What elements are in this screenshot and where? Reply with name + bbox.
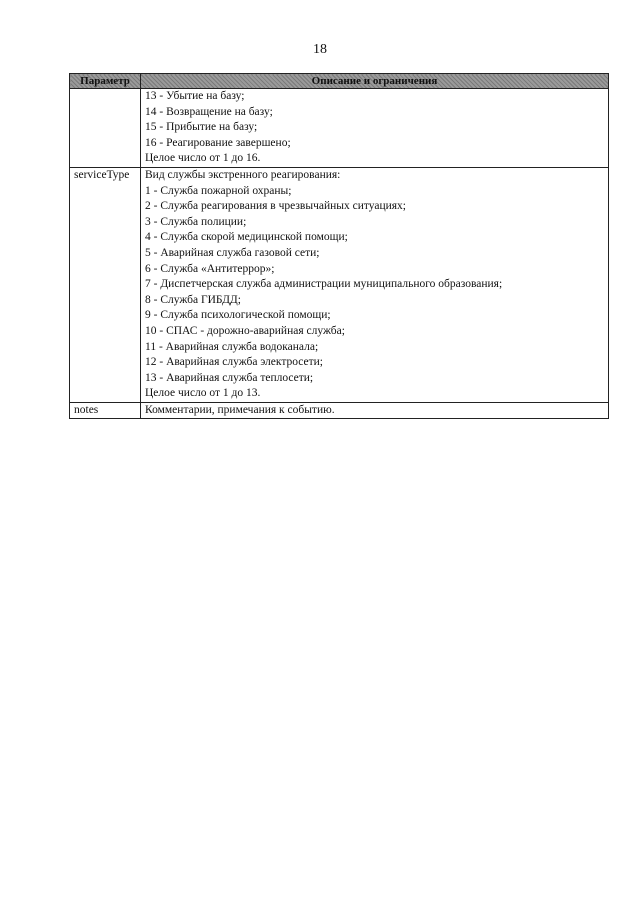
table-row — [70, 89, 609, 168]
page-number: 18 — [313, 42, 327, 57]
description-line: 4 - Служба скорой медицинской помощи; — [145, 231, 348, 244]
description-line: 9 - Служба психологической помощи; — [145, 309, 331, 322]
param-cell: notes — [70, 402, 141, 419]
description-cell — [141, 89, 609, 168]
description-line: 3 - Служба полиции; — [145, 215, 247, 228]
description-line: 13 - Убытие на базу; — [145, 90, 245, 102]
description-line: Вид службы экстренного реагирования: — [145, 168, 341, 181]
param-cell: serviceType — [70, 167, 141, 402]
header-description: Описание и ограничения — [141, 74, 609, 89]
description-line: Целое число от 1 до 16. — [145, 152, 261, 165]
table-header-row — [70, 74, 609, 89]
description-line: Комментарии, примечания к событию. — [145, 403, 335, 416]
description-line: 11 - Аварийная служба водоканала; — [145, 340, 319, 353]
parameters-table — [69, 73, 609, 419]
description-line: 6 - Служба «Антитеррор»; — [145, 262, 275, 275]
description-line: 15 - Прибытие на базу; — [145, 121, 258, 134]
description-cell — [141, 167, 609, 402]
table-row — [70, 167, 609, 402]
table-row — [70, 402, 609, 419]
description-line: 5 - Аварийная служба газовой сети; — [145, 246, 320, 259]
description-cell — [141, 402, 609, 419]
description-line: 14 - Возвращение на базу; — [145, 105, 273, 118]
description-line: 2 - Служба реагирования в чрезвычайных ситуациях; — [145, 200, 406, 213]
description-line: 1 - Служба пожарной охраны; — [145, 184, 292, 197]
description-line: 8 - Служба ГИБДД; — [145, 293, 241, 306]
description-line: 13 - Аварийная служба теплосети; — [145, 371, 314, 384]
description-line: 12 - Аварийная служба электросети; — [145, 356, 323, 369]
description-line: 7 - Диспетчерская служба администрации муниципального образования; — [145, 278, 503, 291]
description-line: Целое число от 1 до 13. — [145, 387, 261, 400]
param-cell — [70, 89, 141, 168]
header-param: Параметр — [70, 74, 141, 89]
description-line: 10 - СПАС - дорожно-аварийная служба; — [145, 324, 345, 337]
description-line: 16 - Реагирование завершено; — [145, 136, 291, 149]
